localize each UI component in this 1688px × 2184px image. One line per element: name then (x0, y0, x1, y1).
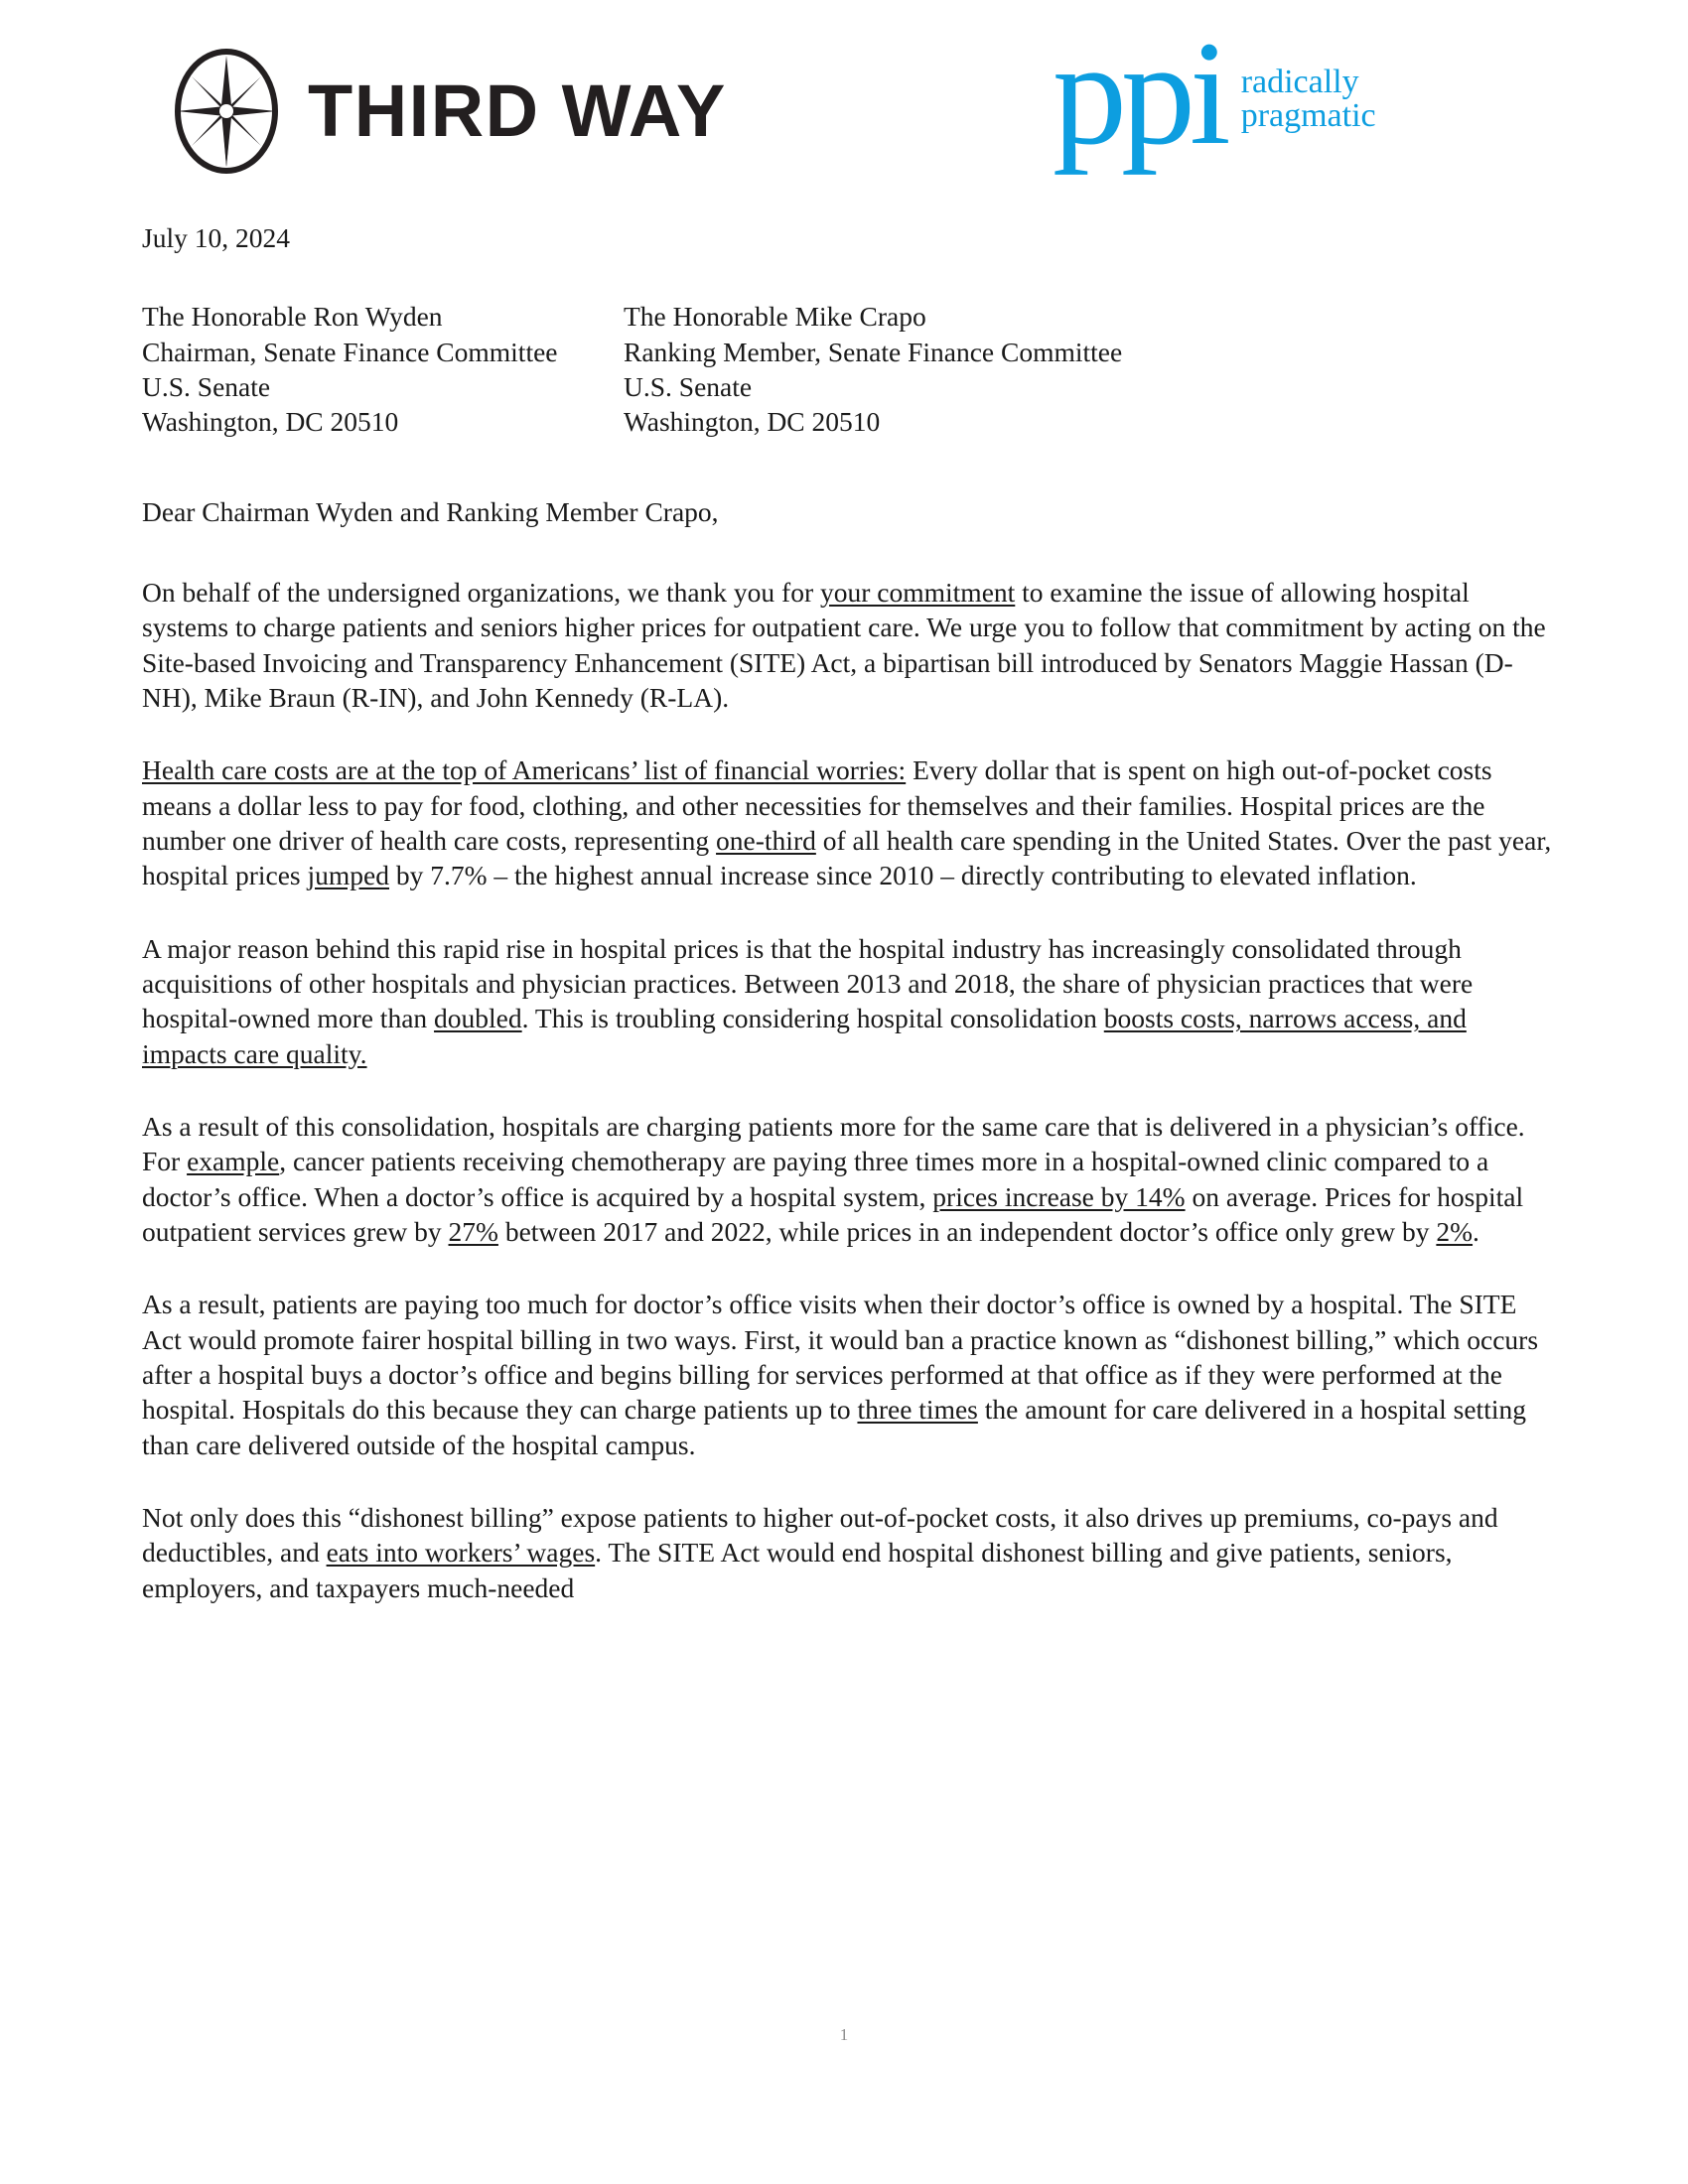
inline-link[interactable]: doubled (434, 1003, 522, 1034)
paragraph-p1 (142, 575, 1557, 715)
text-run: A major reason behind this rapid rise in hospital prices is that the hospital industry has increasingly consolidated through acquisitions of other hospitals and physician practices. Between 2013 and 2018, the share of physician practices that were hospital-owned more than (142, 932, 1474, 1034)
letterhead (0, 0, 1688, 208)
text-run: , cancer patients receiving chemotherapy are paying three times more in a hospital-owned clinic compared to a doctor’s office. When a doctor’s office is acquired by a hospital system, (142, 1146, 1489, 1212)
text-run: As a result, patients are paying too much for doctor’s office visits when their doctor’s office is owned by a hospital. The SITE Act would promote fairer hospital billing in two ways. First, it would ban a practice known as “dishonest billing,” which occurs after a hospital buys a doctor’s office and begins billing for services performed at that office as if they were performed at the hospital. Hospitals do this because they can charge patients up to (142, 1289, 1539, 1426)
inline-link[interactable]: jumped (307, 860, 389, 891)
paragraph-list (142, 575, 1557, 1605)
text-run: As a result of this consolidation, hospitals are charging patients more for the same care that is delivered in a physician’s office. For (142, 1110, 1525, 1177)
third-way-logo (171, 48, 727, 175)
text-run: the amount for care delivered in a hospital setting than care delivered outside of the hospital campus. (142, 1394, 1526, 1460)
recipient-block (142, 299, 1557, 439)
text-run: by 7.7% – the highest annual increase since 2010 – directly contributing to elevated inflation. (389, 860, 1417, 891)
third-way-wordmark: THIRD WAY (308, 69, 727, 152)
text-run: Not only does this “dishonest billing” expose patients to higher out-of-pocket costs, it also drives up premiums, co-pays and deductibles, and (142, 1501, 1498, 1569)
text-run: . The SITE Act would end hospital dishonest billing and give patients, seniors, employers, and taxpayers much-needed (142, 1537, 1453, 1603)
text-run: On behalf of the undersigned organizations, we thank you for (142, 576, 820, 608)
inline-link[interactable]: example (187, 1146, 280, 1177)
recipient-wyden (142, 299, 624, 439)
inline-link[interactable]: one-third (716, 824, 816, 856)
recipient-city: Washington, DC 20510 (142, 406, 399, 438)
letter-date: July 10, 2024 (142, 222, 290, 253)
inline-link[interactable]: boosts costs, narrows access, and impacts care quality. (142, 1003, 1467, 1069)
recipient-title: Ranking Member, Senate Finance Committee (624, 336, 1123, 367)
ppi-wordmark: ppi (1053, 11, 1225, 176)
inline-link[interactable]: 2% (1436, 1215, 1474, 1247)
page-number: 1 (839, 2025, 849, 2044)
text-run: . This is troubling considering hospital consolidation (521, 1003, 1104, 1034)
recipient-body: U.S. Senate (142, 370, 271, 402)
ppi-tagline-line1: radically (1240, 63, 1359, 100)
recipient-city: Washington, DC 20510 (624, 406, 881, 438)
inline-link[interactable]: Health care costs are at the top of Americans’ list of financial worries: (142, 754, 907, 786)
text-run: of all health care spending in the United States. Over the past year, hospital prices (142, 824, 1552, 891)
paragraph-p5 (142, 1287, 1557, 1462)
recipient-name: The Honorable Ron Wyden (142, 301, 443, 333)
paragraph-p2 (142, 752, 1557, 892)
paragraph-p6 (142, 1500, 1557, 1605)
ppi-logo (1053, 11, 1376, 176)
text-run: Every dollar that is spent on high out-of-pocket costs means a dollar less to pay for food, clothing, and other necessities for themselves and their families. Hospital prices are the number one driver of health care costs, representing (142, 754, 1492, 856)
text-run: to examine the issue of allowing hospital systems to charge patients and seniors higher prices for outpatient care. We urge you to follow that commitment by acting on the Site-based Invoicing and Transparency Enhancement (SITE) Act, a bipartisan bill introduced by Senators Maggie Hassan (D-NH), Mike Braun (R-IN), and John Kennedy (R-LA). (142, 576, 1546, 713)
text-run: between 2017 and 2022, while prices in an independent doctor’s office only grew by (497, 1215, 1437, 1247)
paragraph-p4 (142, 1109, 1557, 1249)
recipient-title: Chairman, Senate Finance Committee (142, 336, 558, 367)
text-run: . (1473, 1215, 1479, 1247)
recipient-body: U.S. Senate (624, 370, 753, 402)
inline-link[interactable]: eats into workers’ wages (326, 1537, 596, 1569)
salutation: Dear Chairman Wyden and Ranking Member Crapo, (142, 495, 719, 527)
recipient-name: The Honorable Mike Crapo (624, 301, 926, 333)
inline-link[interactable]: 27% (448, 1215, 498, 1247)
text-run: on average. Prices for hospital outpatient services grew by (142, 1180, 1524, 1247)
inline-link[interactable]: three times (857, 1394, 978, 1426)
inline-link[interactable]: your commitment (820, 576, 1016, 608)
ppi-tagline (1240, 63, 1376, 152)
paragraph-p3 (142, 931, 1557, 1071)
compass-rose-icon (171, 48, 282, 175)
inline-link[interactable]: prices increase by 14% (932, 1180, 1186, 1212)
ppi-tagline-line2: pragmatic (1240, 97, 1376, 135)
recipient-crapo (624, 299, 1557, 439)
letter-body (142, 220, 1557, 1643)
